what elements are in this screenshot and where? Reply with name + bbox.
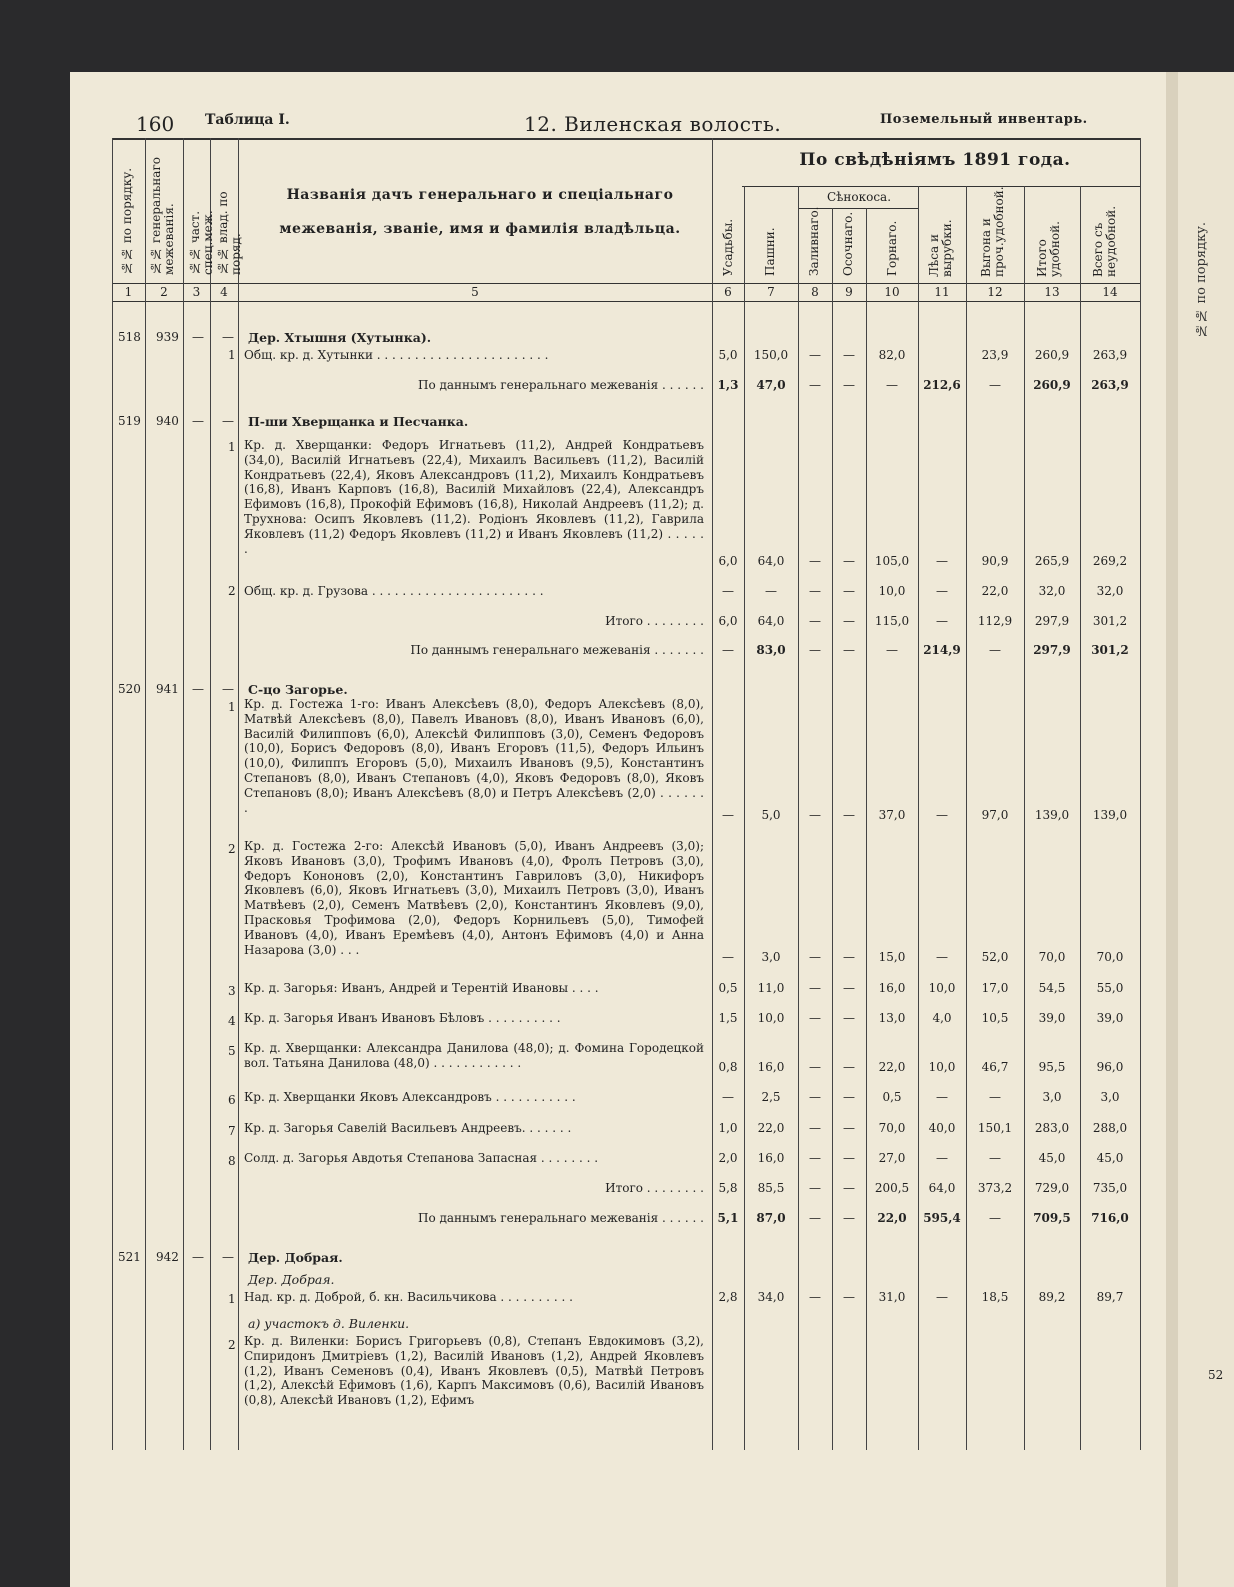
row-id: 518	[118, 330, 141, 344]
value-cell: 4,0	[932, 1011, 952, 1025]
row-text: Итого . . . . . . . .	[605, 614, 704, 628]
value-cell: 18,5	[981, 1290, 1009, 1304]
row-gen: 939	[156, 330, 179, 344]
rule-nums-bottom	[112, 301, 1140, 302]
value-cell: 32,0	[1038, 584, 1066, 598]
row-subtitle: Дер. Добрая.	[248, 1272, 335, 1287]
value-cell: —	[936, 1290, 948, 1304]
row-text: По даннымъ генеральнаго межеванія . . . . . . .	[410, 643, 704, 657]
rule-head-bottom	[112, 283, 1140, 284]
vline-2	[183, 138, 184, 1450]
row-text: Кр. д. Хверщанки: Александра Данилова (48,0); д. Фомина Городецкой вол. Татьяна Данилова (48,0) . . . . . . . . . . . .	[244, 1041, 704, 1070]
value-cell: 595,4	[923, 1211, 961, 1225]
row-spec: —	[192, 414, 204, 428]
col-num-6: 6	[724, 285, 732, 299]
value-cell: —	[989, 1151, 1001, 1165]
value-cell: 3,0	[1042, 1090, 1062, 1104]
col-header-7: Пашни.	[763, 227, 777, 276]
col-header-5: Названія дачъ генеральнаго и спеціальнаго межеванія, званіе, имя и фамилія владѣльца.	[279, 187, 681, 237]
value-cell: 10,0	[757, 1011, 785, 1025]
value-cell: 89,7	[1096, 1290, 1124, 1304]
value-cell: 269,2	[1092, 554, 1128, 568]
value-cell: 95,5	[1038, 1060, 1066, 1074]
value-cell: 16,0	[757, 1151, 785, 1165]
vline-0	[112, 138, 113, 1450]
value-cell: —	[936, 808, 948, 822]
row-gen: 942	[156, 1250, 179, 1264]
row-text: Кр. д. Загорья Савелій Васильевъ Андреевъ. . . . . . .	[244, 1121, 572, 1135]
value-cell: 27,0	[878, 1151, 906, 1165]
next-page-col-header: №№ по порядку.	[1194, 222, 1209, 338]
value-cell: 6,0	[718, 554, 738, 568]
value-cell: 297,9	[1034, 614, 1070, 628]
value-cell: 31,0	[878, 1290, 906, 1304]
value-cell: —	[809, 614, 821, 628]
value-cell: 212,6	[923, 378, 961, 392]
value-cell: 45,0	[1038, 1151, 1066, 1165]
value-cell: —	[722, 950, 734, 964]
value-cell: 112,9	[977, 614, 1013, 628]
value-cell: —	[843, 584, 855, 598]
value-cell: 45,0	[1096, 1151, 1124, 1165]
value-cell: 16,0	[757, 1060, 785, 1074]
row-vl: 1	[228, 348, 236, 362]
row-title: П-ши Хверщанка и Песчанка.	[248, 414, 469, 429]
row-vl: 2	[228, 1338, 236, 1352]
value-cell: 34,0	[757, 1290, 785, 1304]
value-cell: 5,0	[761, 808, 781, 822]
value-cell: 0,5	[718, 981, 738, 995]
value-cell: —	[843, 348, 855, 362]
vline-4	[238, 138, 239, 1450]
col-header-1: №№ по порядку.	[120, 167, 134, 275]
value-cell: 214,9	[923, 643, 961, 657]
value-cell: —	[722, 643, 734, 657]
value-cell: 52,0	[981, 950, 1009, 964]
row-vl: —	[222, 330, 234, 344]
row-vl: —	[222, 682, 234, 696]
row-spec: —	[192, 330, 204, 344]
value-cell: —	[843, 643, 855, 657]
group-header: По свѣдѣніямъ 1891 года.	[799, 150, 1071, 170]
col-header-3: №№ част. спец.меж.	[188, 210, 215, 275]
col-num-10: 10	[884, 285, 900, 299]
value-cell: 47,0	[756, 378, 786, 392]
value-cell: —	[809, 378, 821, 392]
value-cell: 6,0	[718, 614, 738, 628]
value-cell: 5,1	[717, 1211, 739, 1225]
value-cell: —	[989, 643, 1001, 657]
value-cell: 1,0	[718, 1121, 738, 1135]
row-text: Общ. кр. д. Хутынки . . . . . . . . . . . . . . . . . . . . . . .	[244, 348, 549, 362]
row-vl: 6	[228, 1093, 236, 1107]
value-cell: 22,0	[878, 1060, 906, 1074]
value-cell: 115,0	[874, 614, 910, 628]
row-id: 519	[118, 414, 141, 428]
row-text: Кр. д. Гостежа 1-го: Иванъ Алексѣевъ (8,0), Федоръ Алексѣевъ (8,0), Матвѣй Алексѣевъ (8,0), Павелъ Ивановъ (8,0), Иванъ Ивановъ (6,0), Василій Филипповъ (6,0), Алексѣй Филипповъ (3,0), Семенъ Федоровъ (10,0), Борисъ Федоровъ (8,0), Иванъ Егоровъ (11,5), Федоръ Ильинъ (10,0), Филиппъ Егоровъ (5,0), Михаилъ Ивановъ (9,5), Константинъ Степановъ (8,0), Иванъ Степановъ (4,0), Яковъ Федоровъ (8,0), Яковъ Степановъ (8,0); Иванъ Алексѣевъ (8,0) и Петръ Алексѣевъ (2,0) . . . . . . .	[244, 697, 704, 815]
value-cell: —	[809, 1011, 821, 1025]
value-cell: 87,0	[756, 1211, 786, 1225]
value-cell: —	[843, 1060, 855, 1074]
value-cell: —	[936, 1090, 948, 1104]
next-page-edge	[1178, 72, 1234, 1587]
row-title: С-цо Загорье.	[248, 682, 348, 697]
value-cell: —	[765, 584, 777, 598]
row-vl: 8	[228, 1154, 236, 1168]
vline-3	[210, 138, 211, 1450]
value-cell: —	[843, 1181, 855, 1195]
col-num-5: 5	[471, 285, 479, 299]
col-num-11: 11	[934, 285, 950, 299]
value-cell: 260,9	[1033, 378, 1071, 392]
row-text: Кр. д. Хверщанки: Федоръ Игнатьевъ (11,2), Андрей Кондратьевъ (34,0), Василій Игнатьевъ (22,4), Михаилъ Васильевъ (11,2), Василій Кондратьевъ (22,4), Яковъ Александровъ (11,2), Михаилъ Кондратьевъ (16,8), Иванъ Карповъ (16,8), Василій Михайловъ (22,4), Александръ Ефимовъ (16,8), Прокофій Ефимовъ (16,8), Николай Андреевъ (11,2); д. Трухнова: Осипъ Яковлевъ (11,2). Родіонъ Яковлевъ (11,2), Гаврила Яковлевъ (11,2) Федоръ Яковлевъ (11,2) и Иванъ Яковлевъ (11,2) . . . . . .	[244, 438, 704, 556]
col-header-4: №№ влад. по поряд.	[216, 191, 243, 275]
value-cell: 301,2	[1091, 643, 1129, 657]
value-cell: —	[843, 950, 855, 964]
row-vl: 5	[228, 1044, 236, 1058]
row-text: Кр. д. Виленки: Борисъ Григорьевъ (0,8), Степанъ Евдокимовъ (3,2), Спиридонъ Дмитріевъ (1,2), Василій Ивановъ (1,2), Андрей Яковлевъ (1,2), Иванъ Семеновъ (0,4), Иванъ Яковлевъ (0,5), Матвѣй Петровъ (1,2), Алексѣй Ефимовъ (1,6), Карпъ Максимовъ (0,6), Василій Ивановъ (0,8), Алексѣй Ивановъ (1,2), Ефимъ	[244, 1334, 704, 1408]
row-vl: 4	[228, 1014, 236, 1028]
value-cell: 39,0	[1038, 1011, 1066, 1025]
value-cell: —	[936, 1151, 948, 1165]
value-cell: —	[809, 1290, 821, 1304]
row-spec: —	[192, 682, 204, 696]
page-number: 160	[136, 112, 175, 136]
col-header-12: Выгона и проч.удобной.	[979, 186, 1006, 277]
value-cell: 2,8	[718, 1290, 738, 1304]
value-cell: 735,0	[1092, 1181, 1128, 1195]
value-cell: 64,0	[928, 1181, 956, 1195]
value-cell: 54,5	[1038, 981, 1066, 995]
value-cell: 97,0	[981, 808, 1009, 822]
row-text: Кр. д. Загорья Иванъ Ивановъ Бѣловъ . . . . . . . . . .	[244, 1011, 561, 1025]
value-cell: —	[843, 1090, 855, 1104]
value-cell: 10,5	[981, 1011, 1009, 1025]
value-cell: 0,5	[882, 1090, 902, 1104]
value-cell: 22,0	[981, 584, 1009, 598]
value-cell: 283,0	[1034, 1121, 1070, 1135]
value-cell: 85,5	[757, 1181, 785, 1195]
vline-5	[712, 138, 713, 1450]
col-num-13: 13	[1044, 285, 1060, 299]
value-cell: —	[809, 808, 821, 822]
row-gen: 941	[156, 682, 179, 696]
value-cell: 40,0	[928, 1121, 956, 1135]
value-cell: —	[843, 1211, 855, 1225]
col-num-1: 1	[124, 285, 133, 299]
row-vl: 7	[228, 1124, 236, 1138]
value-cell: —	[989, 1211, 1001, 1225]
value-cell: 10,0	[928, 981, 956, 995]
table-label: Таблица I.	[205, 112, 290, 128]
row-text: Кр. д. Гостежа 2-го: Алексѣй Ивановъ (5,0), Иванъ Андреевъ (3,0); Яковъ Ивановъ (3,0), Трофимъ Ивановъ (4,0), Фролъ Петровъ (3,0), Федоръ Кононовъ (2,0), Константинъ Гавриловъ (3,0), Никифоръ Яковлевъ (6,0), Яковъ Игнатьевъ (3,0), Михаилъ Петровъ (3,0), Иванъ Матвѣевъ (2,0), Семенъ Матвѣевъ (2,0), Константинъ Яковлевъ (9,0), Прасковья Трофимова (2,0), Федоръ Корнильевъ (5,0), Тимофей Ивановъ (4,0), Иванъ Еремѣевъ (4,0), Антонъ Ефимовъ (4,0) и Анна Назарова (3,0) . . .	[244, 839, 704, 957]
row-vl: —	[222, 414, 234, 428]
value-cell: 288,0	[1092, 1121, 1128, 1135]
col-header-2: №№ генеральнаго межеванія.	[149, 157, 176, 275]
row-title: Дер. Добрая.	[248, 1250, 343, 1265]
value-cell: —	[809, 554, 821, 568]
row-text: По даннымъ генеральнаго межеванія . . . . . .	[417, 1211, 704, 1225]
value-cell: 83,0	[756, 643, 786, 657]
section-title: Поземельный инвентарь.	[880, 112, 1088, 127]
page-title: 12. Виленская волость.	[524, 112, 782, 136]
value-cell: 70,0	[1038, 950, 1066, 964]
value-cell: 46,7	[981, 1060, 1009, 1074]
value-cell: —	[809, 1090, 821, 1104]
row-vl: 3	[228, 984, 236, 998]
value-cell: 5,0	[718, 348, 738, 362]
value-cell: —	[809, 1060, 821, 1074]
value-cell: —	[843, 1151, 855, 1165]
value-cell: 297,9	[1033, 643, 1071, 657]
col-num-9: 9	[845, 285, 853, 299]
value-cell: 265,9	[1034, 554, 1070, 568]
row-text: Общ. кр. д. Грузова . . . . . . . . . . . . . . . . . . . . . . .	[244, 584, 544, 598]
value-cell: 200,5	[874, 1181, 910, 1195]
value-cell: —	[809, 981, 821, 995]
value-cell: 64,0	[757, 554, 785, 568]
value-cell: 96,0	[1096, 1060, 1124, 1074]
value-cell: —	[843, 1290, 855, 1304]
col-num-3: 3	[192, 285, 201, 299]
value-cell: —	[809, 348, 821, 362]
value-cell: 5,8	[718, 1181, 738, 1195]
value-cell: 39,0	[1096, 1011, 1124, 1025]
value-cell: 373,2	[977, 1181, 1013, 1195]
value-cell: 139,0	[1034, 808, 1070, 822]
col-num-2: 2	[160, 285, 168, 299]
value-cell: 301,2	[1092, 614, 1128, 628]
rule-top	[112, 138, 1140, 140]
col-header-8: Заливнаго.	[807, 206, 821, 276]
col-header-11: Лѣса и вырубки.	[927, 219, 954, 277]
row-vl: 2	[228, 584, 236, 598]
value-cell: 150,1	[977, 1121, 1013, 1135]
value-cell: —	[843, 378, 855, 392]
row-text: Кр. д. Загорья: Иванъ, Андрей и Терентій Ивановы . . . .	[244, 981, 599, 995]
col-num-4: 4	[220, 285, 228, 299]
value-cell: —	[936, 584, 948, 598]
value-cell: —	[936, 950, 948, 964]
value-cell: 22,0	[877, 1211, 907, 1225]
value-cell: —	[886, 643, 898, 657]
value-cell: —	[843, 554, 855, 568]
vline-9	[866, 208, 867, 1450]
value-cell: 1,3	[717, 378, 739, 392]
col-num-8: 8	[811, 285, 819, 299]
value-cell: —	[843, 614, 855, 628]
value-cell: 0,8	[718, 1060, 738, 1074]
value-cell: 1,5	[718, 1011, 738, 1025]
row-text: По даннымъ генеральнаго межеванія . . . . . .	[417, 378, 704, 392]
row-text: Над. кр. д. Доброй, б. кн. Васильчикова . . . . . . . . . .	[244, 1290, 573, 1304]
col-header-13: Итого удобной.	[1035, 221, 1062, 277]
value-cell: 729,0	[1034, 1181, 1070, 1195]
value-cell: 32,0	[1096, 584, 1124, 598]
value-cell: 37,0	[878, 808, 906, 822]
row-text: Итого . . . . . . . .	[605, 1181, 704, 1195]
senokosa-header: Сѣнокоса.	[826, 190, 892, 204]
value-cell: 13,0	[878, 1011, 906, 1025]
value-cell: —	[809, 1121, 821, 1135]
row-title: Дер. Хтышня (Хутынка).	[248, 330, 432, 345]
row-vl: 1	[228, 1292, 236, 1306]
value-cell: 64,0	[757, 614, 785, 628]
value-cell: 3,0	[761, 950, 781, 964]
value-cell: —	[809, 950, 821, 964]
value-cell: 22,0	[757, 1121, 785, 1135]
value-cell: 260,9	[1034, 348, 1070, 362]
value-cell: —	[989, 1090, 1001, 1104]
vline-14	[1140, 138, 1141, 1450]
col-num-7: 7	[767, 285, 775, 299]
vline-8	[832, 208, 833, 1450]
value-cell: 70,0	[878, 1121, 906, 1135]
col-header-9: Осочнаго.	[841, 211, 855, 276]
value-cell: 70,0	[1096, 950, 1124, 964]
value-cell: 10,0	[928, 1060, 956, 1074]
row-vl: 1	[228, 440, 236, 454]
value-cell: 105,0	[874, 554, 910, 568]
value-cell: —	[722, 1090, 734, 1104]
value-cell: 89,2	[1038, 1290, 1066, 1304]
vline-1	[145, 138, 146, 1450]
value-cell: —	[809, 1181, 821, 1195]
col-header-14: Всего съ неудобной.	[1091, 205, 1118, 277]
value-cell: —	[722, 584, 734, 598]
row-id: 521	[118, 1250, 141, 1264]
value-cell: —	[809, 643, 821, 657]
value-cell: —	[843, 981, 855, 995]
value-cell: 709,5	[1033, 1211, 1071, 1225]
next-page-number: 52	[1208, 1368, 1224, 1382]
value-cell: 139,0	[1092, 808, 1128, 822]
row-vl: —	[222, 1250, 234, 1264]
col-num-12: 12	[987, 285, 1003, 299]
value-cell: —	[809, 1151, 821, 1165]
value-cell: 82,0	[878, 348, 906, 362]
value-cell: —	[989, 378, 1001, 392]
value-cell: —	[722, 808, 734, 822]
value-cell: 17,0	[981, 981, 1009, 995]
value-cell: —	[843, 1121, 855, 1135]
value-cell: 16,0	[878, 981, 906, 995]
value-cell: —	[843, 1011, 855, 1025]
value-cell: 90,9	[981, 554, 1009, 568]
row-id: 520	[118, 682, 141, 696]
value-cell: —	[809, 584, 821, 598]
value-cell: —	[809, 1211, 821, 1225]
book-spine	[1166, 72, 1178, 1587]
value-cell: 10,0	[878, 584, 906, 598]
row-vl: 2	[228, 842, 236, 856]
row-spec: —	[192, 1250, 204, 1264]
row-text: Солд. д. Загорья Авдотья Степанова Запасная . . . . . . . .	[244, 1151, 599, 1165]
value-cell: 716,0	[1091, 1211, 1129, 1225]
value-cell: —	[886, 378, 898, 392]
value-cell: 11,0	[757, 981, 785, 995]
row-vl: 1	[228, 700, 236, 714]
col-header-6: Усадьбы.	[721, 218, 735, 276]
value-cell: 2,0	[718, 1151, 738, 1165]
value-cell: 263,9	[1092, 348, 1128, 362]
value-cell: —	[843, 808, 855, 822]
value-cell: 2,5	[761, 1090, 781, 1104]
col-num-14: 14	[1102, 285, 1118, 299]
value-cell: —	[936, 614, 948, 628]
value-cell: 15,0	[878, 950, 906, 964]
value-cell: —	[936, 554, 948, 568]
value-cell: 263,9	[1091, 378, 1129, 392]
row-subtitle: а) участокъ д. Виленки.	[248, 1316, 410, 1331]
value-cell: 150,0	[753, 348, 789, 362]
col-header-10: Горнаго.	[885, 220, 899, 276]
row-text: Кр. д. Хверщанки Яковъ Александровъ . . . . . . . . . . .	[244, 1090, 576, 1104]
value-cell: 3,0	[1100, 1090, 1120, 1104]
value-cell: 23,9	[981, 348, 1009, 362]
value-cell: 55,0	[1096, 981, 1124, 995]
row-gen: 940	[156, 414, 179, 428]
